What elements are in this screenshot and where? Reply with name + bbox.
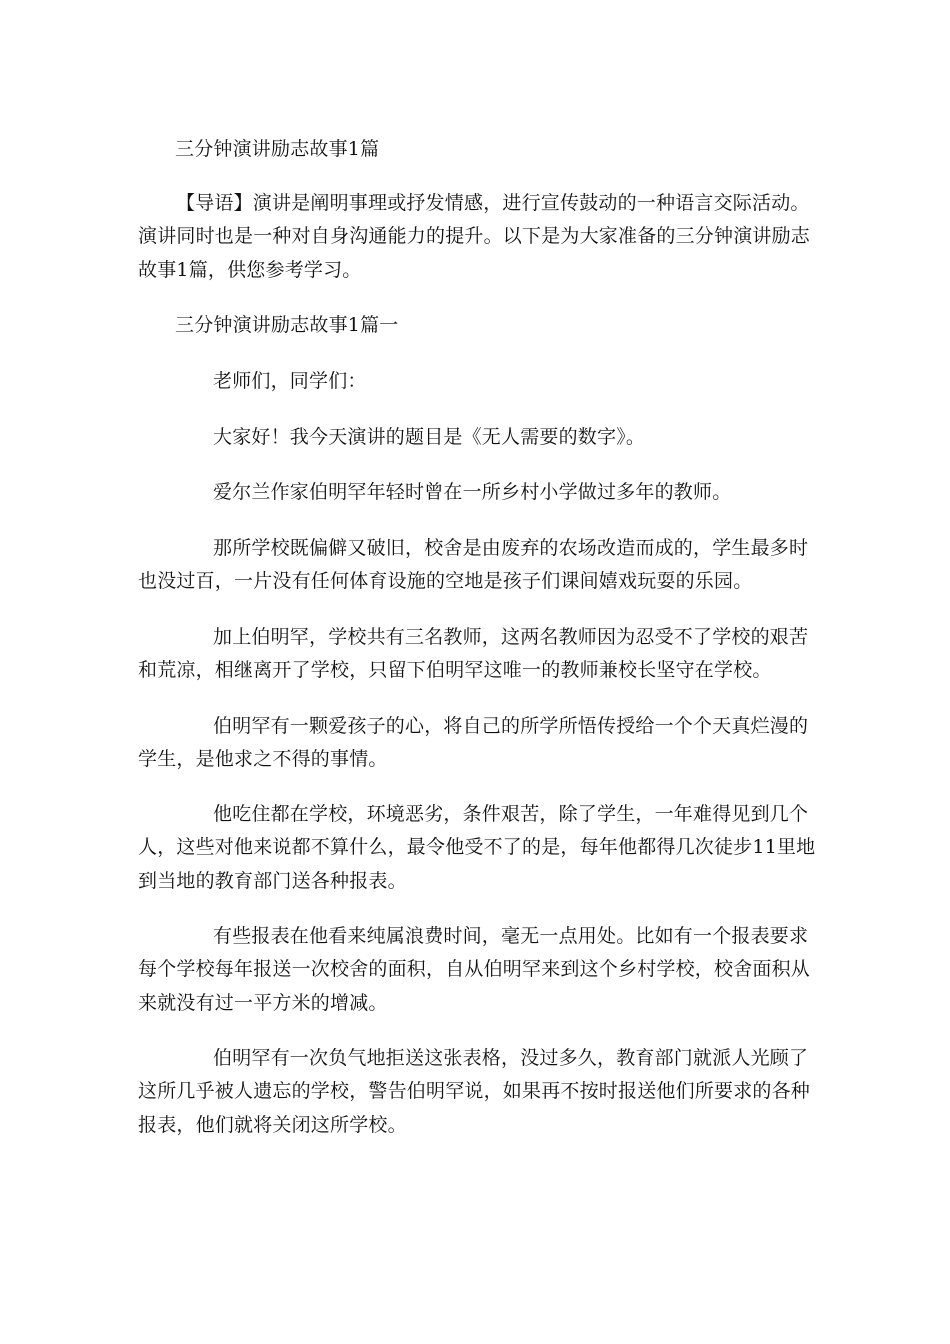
paragraph-8-line-3: 报表，他们就将关闭这所学校。 (138, 1114, 407, 1136)
paragraph-6-line-2: 人，这些对他来说都不算什么，最令他受不了的是，每年他都得几次徒步11里地 (138, 836, 816, 858)
paragraph-5-line-2: 学生，是他求之不得的事情。 (138, 748, 388, 770)
paragraph-3-line-2: 也没过百，一片没有任何体育设施的空地是孩子们课间嬉戏玩耍的乐园。 (138, 570, 753, 592)
paragraph-7-line-2: 每个学校每年报送一次校舍的面积，自从伯明罕来到这个乡村学校，校舍面积从 (138, 958, 811, 980)
intro-line-3: 故事1篇，供您参考学习。 (138, 259, 362, 281)
intro-line-2: 演讲同时也是一种对自身沟通能力的提升。以下是为大家准备的三分钟演讲励志 (138, 225, 811, 247)
paragraph-6-line-3: 到当地的教育部门送各种报表。 (138, 870, 407, 892)
paragraph-5-line-1: 伯明罕有一颗爱孩子的心，将自己的所学所悟传授给一个个天真烂漫的 (213, 715, 809, 737)
paragraph-4-line-2: 和荒凉，相继离开了学校，只留下伯明罕这唯一的教师兼校长坚守在学校。 (138, 659, 772, 681)
paragraph-4-line-1: 加上伯明罕，学校共有三名教师，这两名教师因为忍受不了学校的艰苦 (213, 626, 809, 648)
greeting: 老师们，同学们： (213, 370, 367, 392)
paragraph-6-line-1: 他吃住都在学校，环境恶劣，条件艰苦，除了学生，一年难得见到几个 (213, 803, 809, 825)
intro-line-1: 【导语】演讲是阐明事理或抒发情感，进行宣传鼓动的一种语言交际活动。 (176, 192, 810, 214)
paragraph-2-line-1: 爱尔兰作家伯明罕年轻时曾在一所乡村小学做过多年的教师。 (213, 481, 732, 503)
paragraph-1-line-1: 大家好！我今天演讲的题目是《无人需要的数字》。 (213, 426, 646, 448)
paragraph-7-line-1: 有些报表在他看来纯属浪费时间，毫无一点用处。比如有一个报表要求 (213, 925, 809, 947)
document-title: 三分钟演讲励志故事1篇 (175, 138, 380, 160)
section-title: 三分钟演讲励志故事1篇一 (175, 314, 399, 336)
paragraph-8-line-2: 这所几乎被人遗忘的学校，警告伯明罕说，如果再不按时报送他们所要求的各种 (138, 1080, 811, 1102)
paragraph-8-line-1: 伯明罕有一次负气地拒送这张表格，没过多久，教育部门就派人光顾了 (213, 1047, 809, 1069)
paragraph-7-line-3: 来就没有过一平方米的增减。 (138, 992, 388, 1014)
paragraph-3-line-1: 那所学校既偏僻又破旧，校舍是由废弃的农场改造而成的，学生最多时 (213, 537, 809, 559)
